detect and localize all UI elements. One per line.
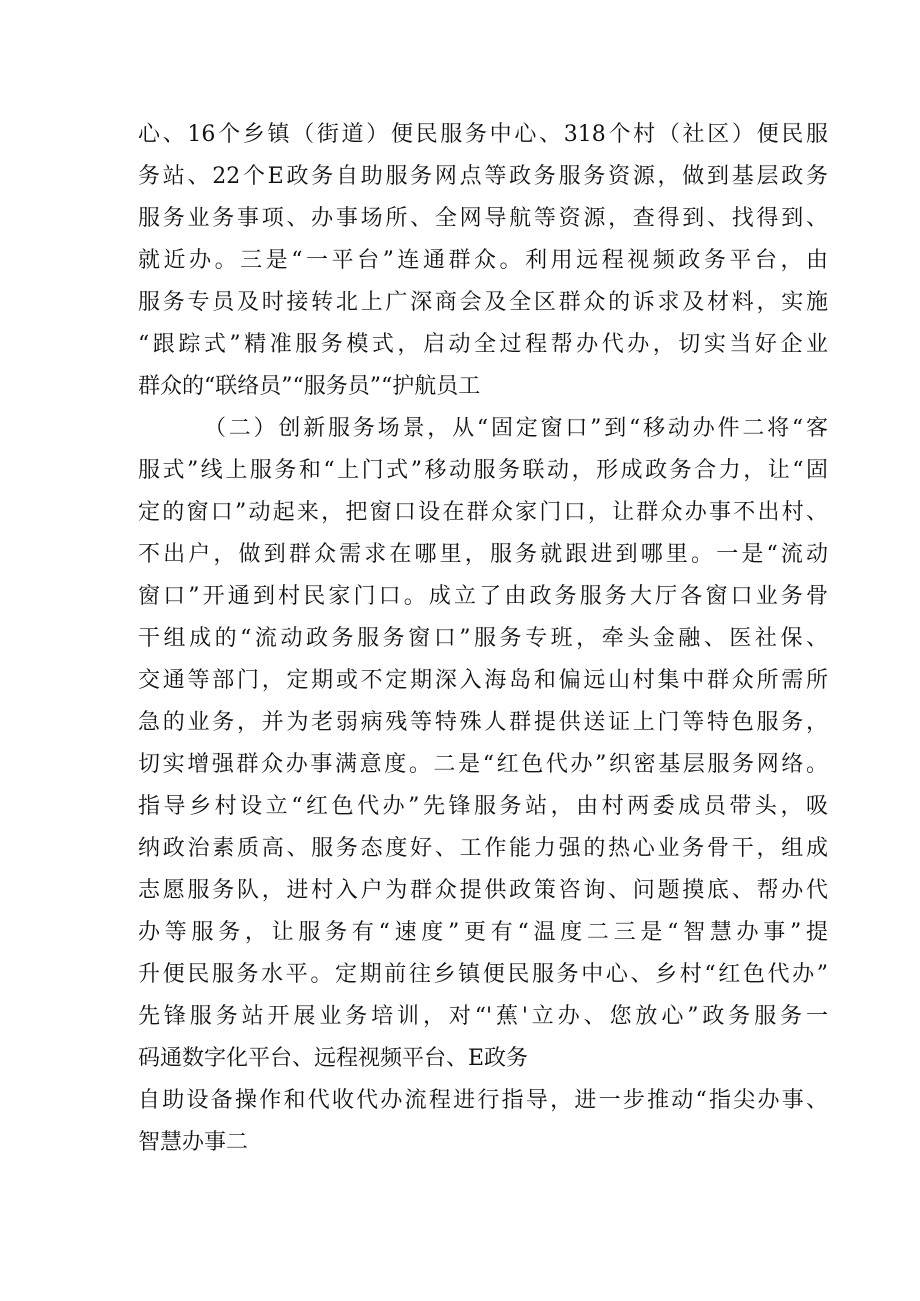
text-line: 升便民服务水平。定期前往乡镇便民服务中心、乡村“红色代办” bbox=[138, 962, 828, 987]
text-line: 急的业务，并为老弱病残等特殊人群提供送证上门等特色服务， bbox=[138, 710, 828, 735]
text-line: 服务业务事项、办事场所、全网导航等资源，查得到、找得到、 bbox=[138, 206, 828, 231]
text-line: 智慧办事二 bbox=[138, 1130, 249, 1155]
text-line: 干组成的“流动政务服务窗口”服务专班，牵头金融、医社保、 bbox=[138, 626, 828, 651]
text-line: 就近办。三是“一平台”连通群众。利用远程视频政务平台，由 bbox=[138, 248, 828, 273]
text-line: 志愿服务队，进村入户为群众提供政策咨询、问题摸底、帮办代 bbox=[138, 878, 828, 903]
text-line: 切实增强群众办事满意度。二是“红色代办”织密基层服务网络。 bbox=[138, 752, 828, 777]
text-line: 服务专员及时接转北上广深商会及全区群众的诉求及材料，实施 bbox=[138, 290, 828, 315]
body-text bbox=[138, 114, 828, 1164]
text-line: 务站、22个E政务自助服务网点等政务服务资源，做到基层政务 bbox=[138, 164, 828, 189]
text-line: 纳政治素质高、服务态度好、工作能力强的热心业务骨干，组成 bbox=[138, 836, 828, 861]
text-line: 窗口”开通到村民家门口。成立了由政务服务大厅各窗口业务骨 bbox=[138, 584, 828, 609]
text-line: 服式”线上服务和“上门式”移动服务联动，形成政务合力，让“固 bbox=[138, 458, 828, 483]
text-line: 指导乡村设立“红色代办”先锋服务站，由村两委成员带头，吸 bbox=[138, 794, 828, 819]
text-line: 交通等部门，定期或不定期深入海岛和偏远山村集中群众所需所 bbox=[138, 668, 828, 693]
text-line: 不出户，做到群众需求在哪里，服务就跟进到哪里。一是“流动 bbox=[138, 542, 828, 567]
text-line: 先锋服务站开展业务培训，对“'蕉'立办、您放心”政务服务一 bbox=[138, 1004, 828, 1029]
text-line: 定的窗口”动起来，把窗口设在群众家门口，让群众办事不出村、 bbox=[138, 500, 828, 525]
text-line: 群众的“联络员”“服务员”“护航员工 bbox=[138, 374, 481, 399]
section-heading-line: （二）创新服务场景，从“固定窗口”到“移动办件二将“客 bbox=[204, 416, 828, 441]
text-line: 自助设备操作和代收代办流程进行指导，进一步推动“指尖办事、 bbox=[138, 1088, 828, 1113]
text-line: 办等服务，让服务有“速度”更有“温度二三是“智慧办事”提 bbox=[138, 920, 828, 945]
text-line: “跟踪式”精准服务模式，启动全过程帮办代办，切实当好企业 bbox=[138, 332, 828, 357]
text-line: 码通数字化平台、远程视频平台、E政务 bbox=[138, 1046, 529, 1071]
text-line: 心、16个乡镇（街道）便民服务中心、318个村（社区）便民服 bbox=[138, 122, 828, 147]
